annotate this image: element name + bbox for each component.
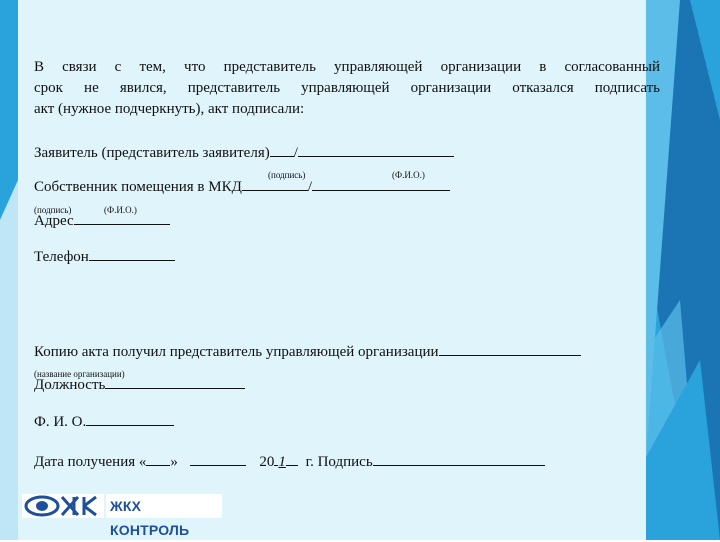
zhkh-kontrol-logo-icon [22,494,104,518]
address-row [34,213,170,230]
position-row [34,377,245,394]
applicant-slash: / [293,145,298,161]
date-row [34,454,545,471]
date-year-digit[interactable]: 1 [278,454,286,470]
phone-row [34,249,175,266]
owner-sign-line[interactable] [242,189,308,191]
applicant-sign-caption: (подпись) [268,170,306,180]
fio-line[interactable] [86,424,174,426]
paragraph-line-3: акт (нужное подчеркнуть), акт подписали: [34,101,305,117]
logo-text: ЖКХ КОНТРОЛЬ [106,494,222,518]
applicant-row [34,145,454,162]
owner-sign-caption: (подпись) [34,205,72,215]
position-line[interactable] [105,387,245,389]
owner-slash: / [307,179,313,195]
fio-row [34,414,174,431]
date-signature-line[interactable] [373,464,545,466]
date-day-line[interactable] [146,464,170,466]
phone-line[interactable] [89,259,175,261]
position-label: Должность [34,377,106,393]
applicant-sign-line[interactable] [270,155,294,157]
footer-logo [22,494,222,538]
date-year-gap-2 [286,464,298,466]
applicant-fio-caption: (Ф.И.О.) [392,170,425,180]
owner-fio-line[interactable] [312,189,450,191]
address-label: Адрес [34,213,74,229]
owner-row [34,179,450,196]
date-close-quote: » [170,454,178,470]
owner-fio-caption: (Ф.И.О.) [104,205,137,215]
fio-label: Ф. И. О. [34,414,87,430]
intro-paragraph [34,57,660,120]
date-label: Дата получения « [34,454,147,470]
phone-label: Телефон [34,249,89,265]
date-month-line[interactable] [190,464,246,466]
applicant-label: Заявитель (представитель заявителя) [34,145,270,161]
owner-label: Собственник помещения в МКД [34,179,242,195]
paragraph-line-2: срок не явился, представитель управляющей организации отказался подписать [34,80,660,96]
organization-caption: (название организации) [34,369,125,379]
date-signature-label: г. Подпись [305,454,373,470]
date-year-prefix: 20 [259,454,275,470]
address-line[interactable] [74,223,170,225]
organization-line[interactable] [439,354,581,356]
applicant-fio-line[interactable] [298,155,454,157]
copy-received-label: Копию акта получил представитель управляющей организации [34,344,439,360]
paragraph-line-1: В связи с тем, что представитель управляющей организации в согласованный [34,59,660,75]
copy-received-row [34,344,581,361]
